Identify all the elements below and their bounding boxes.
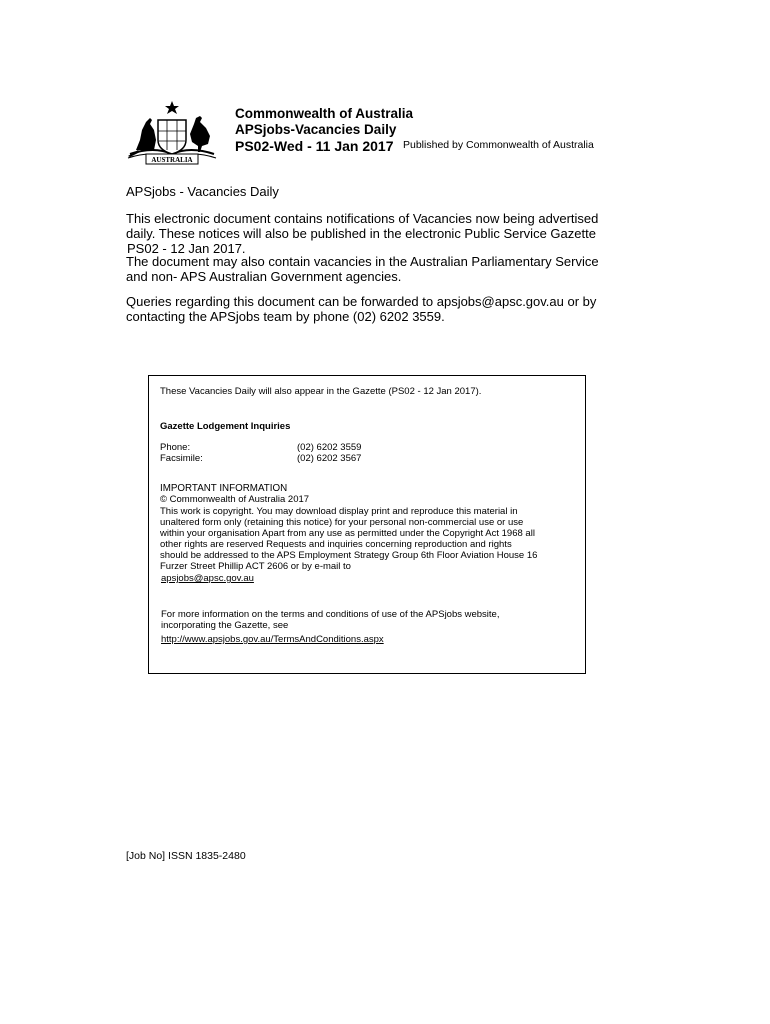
- intro-line: daily. These notices will also be published in the electronic Public Service Gazette: [126, 226, 596, 241]
- copyright-notice: © Commonwealth of Australia 2017: [160, 494, 310, 505]
- gazette-note: These Vacancies Daily will also appear in the Gazette (PS02 - 12 Jan 2017).: [160, 386, 482, 397]
- queries-line: contacting the APSjobs team by phone (02) 6202 3559.: [126, 309, 445, 324]
- important-heading: IMPORTANT INFORMATION: [160, 483, 288, 494]
- lodgement-heading: Gazette Lodgement Inquiries: [160, 421, 291, 432]
- phone-label: Phone:: [160, 442, 191, 453]
- crest-banner-text: AUSTRALIA: [151, 156, 193, 164]
- copyright-line: other rights are reserved Requests and inquiries concerning reproduction and rights: [160, 539, 512, 550]
- issn-footer: [Job No] ISSN 1835-2480: [126, 850, 246, 862]
- intro-line: The document may also contain vacancies in the Australian Parliamentary Service: [126, 254, 599, 269]
- copyright-line: Furzer Street Phillip ACT 2606 or by e-mail to: [160, 561, 351, 572]
- copyright-line: unaltered form only (retaining this notice) for your personal non-commercial use or use: [160, 517, 524, 528]
- fax-label: Facsimile:: [160, 453, 203, 464]
- terms-line: incorporating the Gazette, see: [161, 620, 289, 631]
- header-publication-title: APSjobs-Vacancies Daily: [235, 122, 397, 137]
- intro-line: This electronic document contains notifications of Vacancies now being advertised: [126, 211, 599, 226]
- coat-of-arms-crest-icon: [124, 100, 220, 170]
- queries-line: Queries regarding this document can be forwarded to apsjobs@apsc.gov.au or by: [126, 294, 597, 309]
- intro-line: PS02 - 12 Jan 2017.: [127, 241, 246, 256]
- header-issue: PS02-Wed - 11 Jan 2017: [235, 138, 394, 154]
- copyright-line: This work is copyright. You may download display print and reproduce this material in: [160, 506, 518, 517]
- document-title: APSjobs - Vacancies Daily: [126, 184, 279, 199]
- header-organisation: Commonwealth of Australia: [235, 106, 414, 121]
- fax-value: (02) 6202 3567: [297, 453, 362, 464]
- copyright-line: should be addressed to the APS Employment Strategy Group 6th Floor Aviation House 16: [160, 550, 538, 561]
- header-publisher-note: Published by Commonwealth of Australia: [403, 139, 594, 151]
- terms-line: For more information on the terms and conditions of use of the APSjobs website,: [161, 609, 500, 620]
- copyright-line: within your organisation Apart from any use as permitted under the Copyright Act 1968 all: [160, 528, 535, 539]
- copyright-email-link[interactable]: apsjobs@apsc.gov.au: [161, 573, 254, 584]
- phone-value: (02) 6202 3559: [297, 442, 362, 453]
- terms-link[interactable]: http://www.apsjobs.gov.au/TermsAndConditions.aspx: [161, 634, 384, 645]
- intro-line: and non- APS Australian Government agencies.: [126, 269, 402, 284]
